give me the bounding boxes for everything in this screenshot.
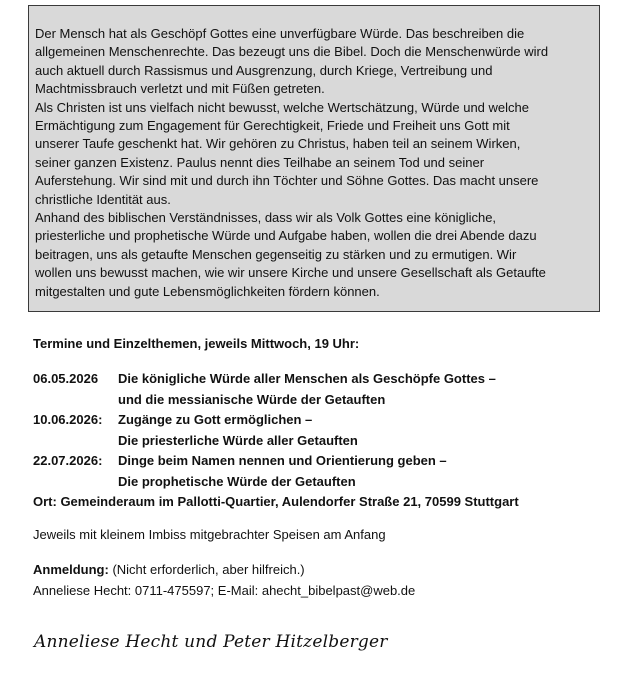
event-date: 10.06.2026: — [33, 412, 103, 427]
intro-line: unserer Taufe geschenkt hat. Wir gehören zu Christus, haben teil an seinem Wirken, — [35, 136, 521, 152]
intro-line: Anhand des biblischen Verständnisses, dass wir als Volk Gottes eine königliche, — [35, 210, 497, 226]
event-row-continued — [33, 390, 519, 411]
event-date: 22.07.2026: — [33, 453, 103, 468]
event-subtitle: Die priesterliche Würde aller Getauften — [118, 432, 358, 448]
schedule-heading: Termine und Einzelthemen, jeweils Mittwoch, 19 Uhr: — [33, 336, 360, 351]
registration-block — [33, 560, 415, 601]
intro-line: Der Mensch hat als Geschöpf Gottes eine unverfügbare Würde. Das beschreiben die — [35, 26, 525, 41]
intro-line: wollen uns bewusst machen, wie wir unsere Kirche und unsere Gesellschaft als Getaufte — [35, 265, 546, 281]
event-row — [33, 369, 519, 390]
snack-note: Jeweils mit kleinem Imbiss mitgebrachter Speisen am Anfang — [33, 527, 386, 542]
event-title: Die königliche Würde aller Menschen als Geschöpfe Gottes – — [118, 371, 496, 386]
event-row-continued — [33, 431, 519, 452]
intro-line: auch aktuell durch Rassismus und Ausgrenzung, durch Kriege, Vertreibung und — [35, 62, 493, 78]
event-title: Dinge beim Namen nennen und Orientierung geben – — [118, 453, 447, 468]
event-subtitle: Die prophetische Würde der Getauften — [118, 473, 356, 489]
intro-line: allgemeinen Menschenrechte. Das bezeugt uns die Bibel. Doch die Menschenwürde wird — [35, 44, 549, 60]
signature: Anneliese Hecht und Peter Hitzelberger — [34, 632, 388, 652]
event-date: 06.05.2026 — [33, 371, 99, 386]
intro-line: Ermächtigung zum Engagement für Gerechtigkeit, Friede und Freiheit uns Gott mit — [35, 118, 510, 134]
event-subtitle: und die messianische Würde der Getauften — [118, 391, 386, 407]
intro-line: beitragen, uns als getaufte Menschen gegenseitig zu stärken und zu ermutigen. Wir — [35, 246, 517, 262]
intro-line: Machtmissbrauch verletzt und mit Füßen getreten. — [35, 81, 325, 97]
event-row — [33, 451, 519, 472]
event-location: Ort: Gemeinderaum im Pallotti-Quartier, Aulendorfer Straße 21, 70599 Stuttgart — [33, 494, 519, 509]
registration-note: (Nicht erforderlich, aber hilfreich.) — [112, 562, 305, 577]
intro-line: Als Christen ist uns vielfach nicht bewusst, welche Wertschätzung, Würde und welche — [35, 99, 529, 115]
event-title: Zugänge zu Gott ermöglichen – — [118, 412, 313, 427]
intro-line: mitgestalten und gute Lebensmöglichkeiten fördern können. — [35, 283, 380, 299]
intro-line: christliche Identität aus. — [35, 191, 171, 207]
intro-line: priesterliche und prophetische Würde und Aufgabe haben, wollen die drei Abende dazu — [35, 228, 537, 244]
intro-line: Auferstehung. Wir sind mit und durch ihn Töchter und Söhne Gottes. Das macht unsere — [35, 173, 539, 189]
event-row — [33, 410, 519, 431]
registration-contact: Anneliese Hecht: 0711-475597; E-Mail: ahecht_bibelpast@web.de — [33, 582, 416, 598]
registration-row — [33, 560, 415, 581]
registration-label: Anmeldung: — [33, 562, 109, 577]
intro-text-box — [28, 5, 600, 312]
event-row-continued — [33, 472, 519, 493]
intro-line: seiner ganzen Existenz. Paulus nennt dies Teilhabe an seinem Tod und seiner — [35, 154, 485, 170]
event-list — [33, 369, 519, 513]
